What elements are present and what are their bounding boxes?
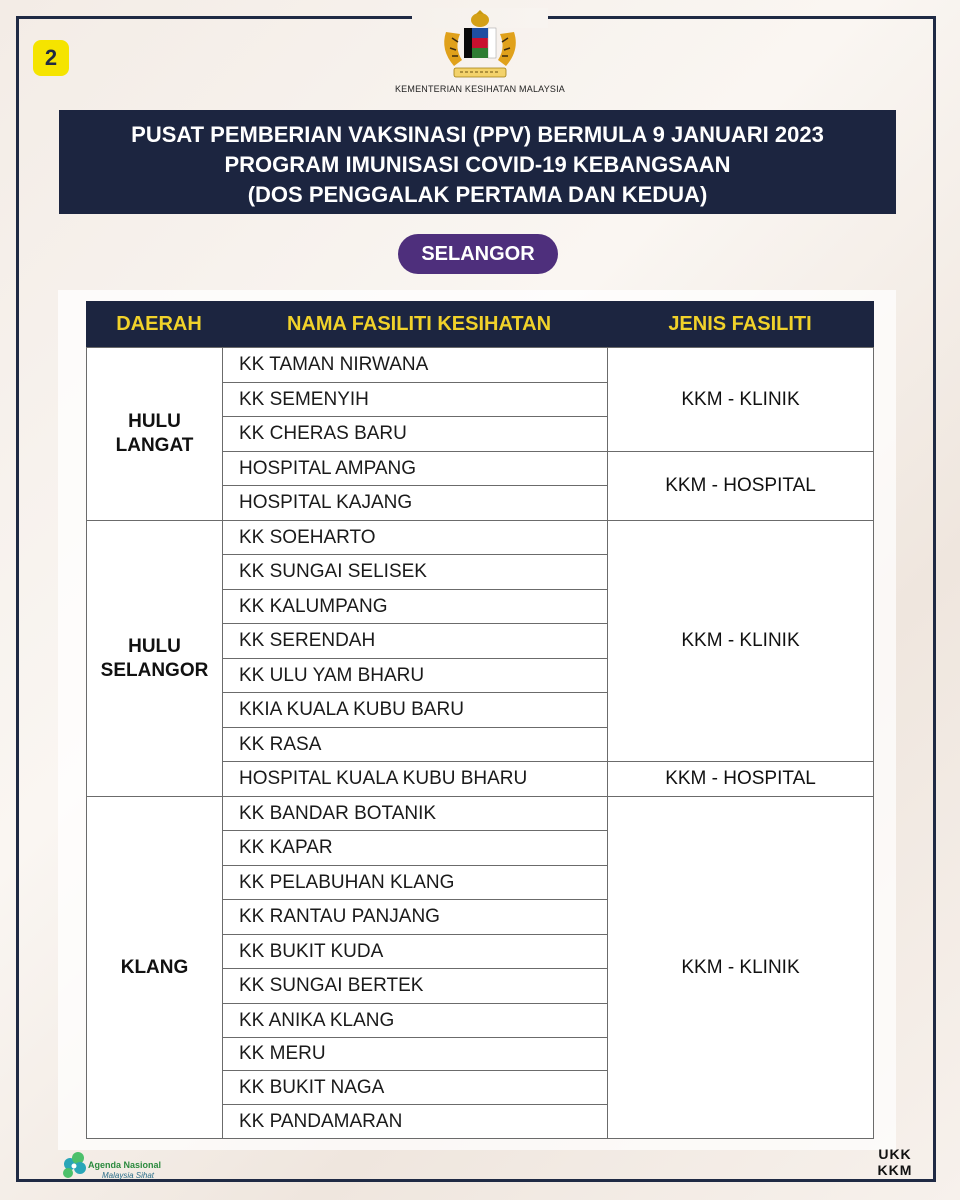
facility-cell: KK BUKIT NAGA [222, 1070, 608, 1105]
facility-cell: KK SUNGAI SELISEK [222, 554, 608, 590]
header-facility-name: NAMA FASILITI KESIHATAN [286, 313, 552, 335]
kkm-line: KKM [877, 1162, 913, 1178]
facility-cell: KK BUKIT KUDA [222, 934, 608, 969]
header-daerah: DAERAH [116, 313, 202, 335]
facility-cell: KK SEMENYIH [222, 382, 608, 417]
facility-cell: HOSPITAL KAJANG [222, 485, 608, 521]
header-facility-type: JENIS FASILITI [668, 313, 812, 335]
facility-cell: KK TAMAN NIRWANA [222, 347, 608, 383]
facility-cell: KK RANTAU PANJANG [222, 899, 608, 935]
agenda-line-2: Malaysia Sihat [102, 1171, 155, 1180]
district-name-line: HULU [128, 411, 181, 432]
district-cell [86, 520, 223, 797]
title-line: PUSAT PEMBERIAN VAKSINASI (PPV) BERMULA 9 JANUARI 2023 [131, 122, 824, 147]
facility-cell: KK BANDAR BOTANIK [222, 796, 608, 831]
district-cell [86, 347, 223, 521]
facility-cell: KK ULU YAM BHARU [222, 658, 608, 693]
title-line: (DOS PENGGALAK PERTAMA DAN KEDUA) [247, 182, 708, 207]
facility-cell: KK KALUMPANG [222, 589, 608, 624]
facility-cell: KKIA KUALA KUBU BARU [222, 692, 608, 728]
facility-cell: KK PELABUHAN KLANG [222, 865, 608, 900]
title-banner [59, 110, 896, 214]
ukk-line: UKK [878, 1146, 912, 1162]
facility-cell: HOSPITAL AMPANG [222, 451, 608, 486]
facility-type-cell: KKM - KLINIK [607, 796, 874, 1139]
ministry-label: KEMENTERIAN KESIHATAN MALAYSIA [394, 84, 566, 94]
facility-type-cell: KKM - KLINIK [607, 520, 874, 762]
facility-cell: KK ANIKA KLANG [222, 1003, 608, 1038]
district-cell [86, 796, 223, 1139]
facility-cell: KK SOEHARTO [222, 520, 608, 555]
facility-cell: KK SUNGAI BERTEK [222, 968, 608, 1004]
district-name-line: KLANG [120, 956, 189, 978]
district-name-line: HULU [128, 635, 181, 657]
facility-type-cell: KKM - HOSPITAL [607, 451, 874, 521]
facility-cell: KK RASA [222, 727, 608, 762]
facility-type-cell: KKM - KLINIK [607, 347, 874, 452]
district-name-line: LANGAT [115, 435, 194, 456]
facility-cell: KK PANDAMARAN [222, 1104, 608, 1139]
page-number-badge: 2 [33, 40, 69, 76]
facility-cell: KK SERENDAH [222, 623, 608, 659]
ukk-kkm-logo [872, 1146, 918, 1178]
facility-cell: KK CHERAS BARU [222, 416, 608, 452]
facility-cell: KK KAPAR [222, 830, 608, 866]
facility-type-cell: KKM - HOSPITAL [607, 761, 874, 797]
facility-cell: KK MERU [222, 1037, 608, 1071]
facility-cell: HOSPITAL KUALA KUBU BHARU [222, 761, 608, 797]
district-name-line: SELANGOR [100, 659, 209, 681]
agenda-line-1: Agenda Nasional [88, 1160, 162, 1170]
state-pill: SELANGOR [398, 234, 558, 274]
coat-of-arms-icon [436, 10, 524, 88]
title-line: PROGRAM IMUNISASI COVID-19 KEBANGSAAN [224, 152, 731, 177]
